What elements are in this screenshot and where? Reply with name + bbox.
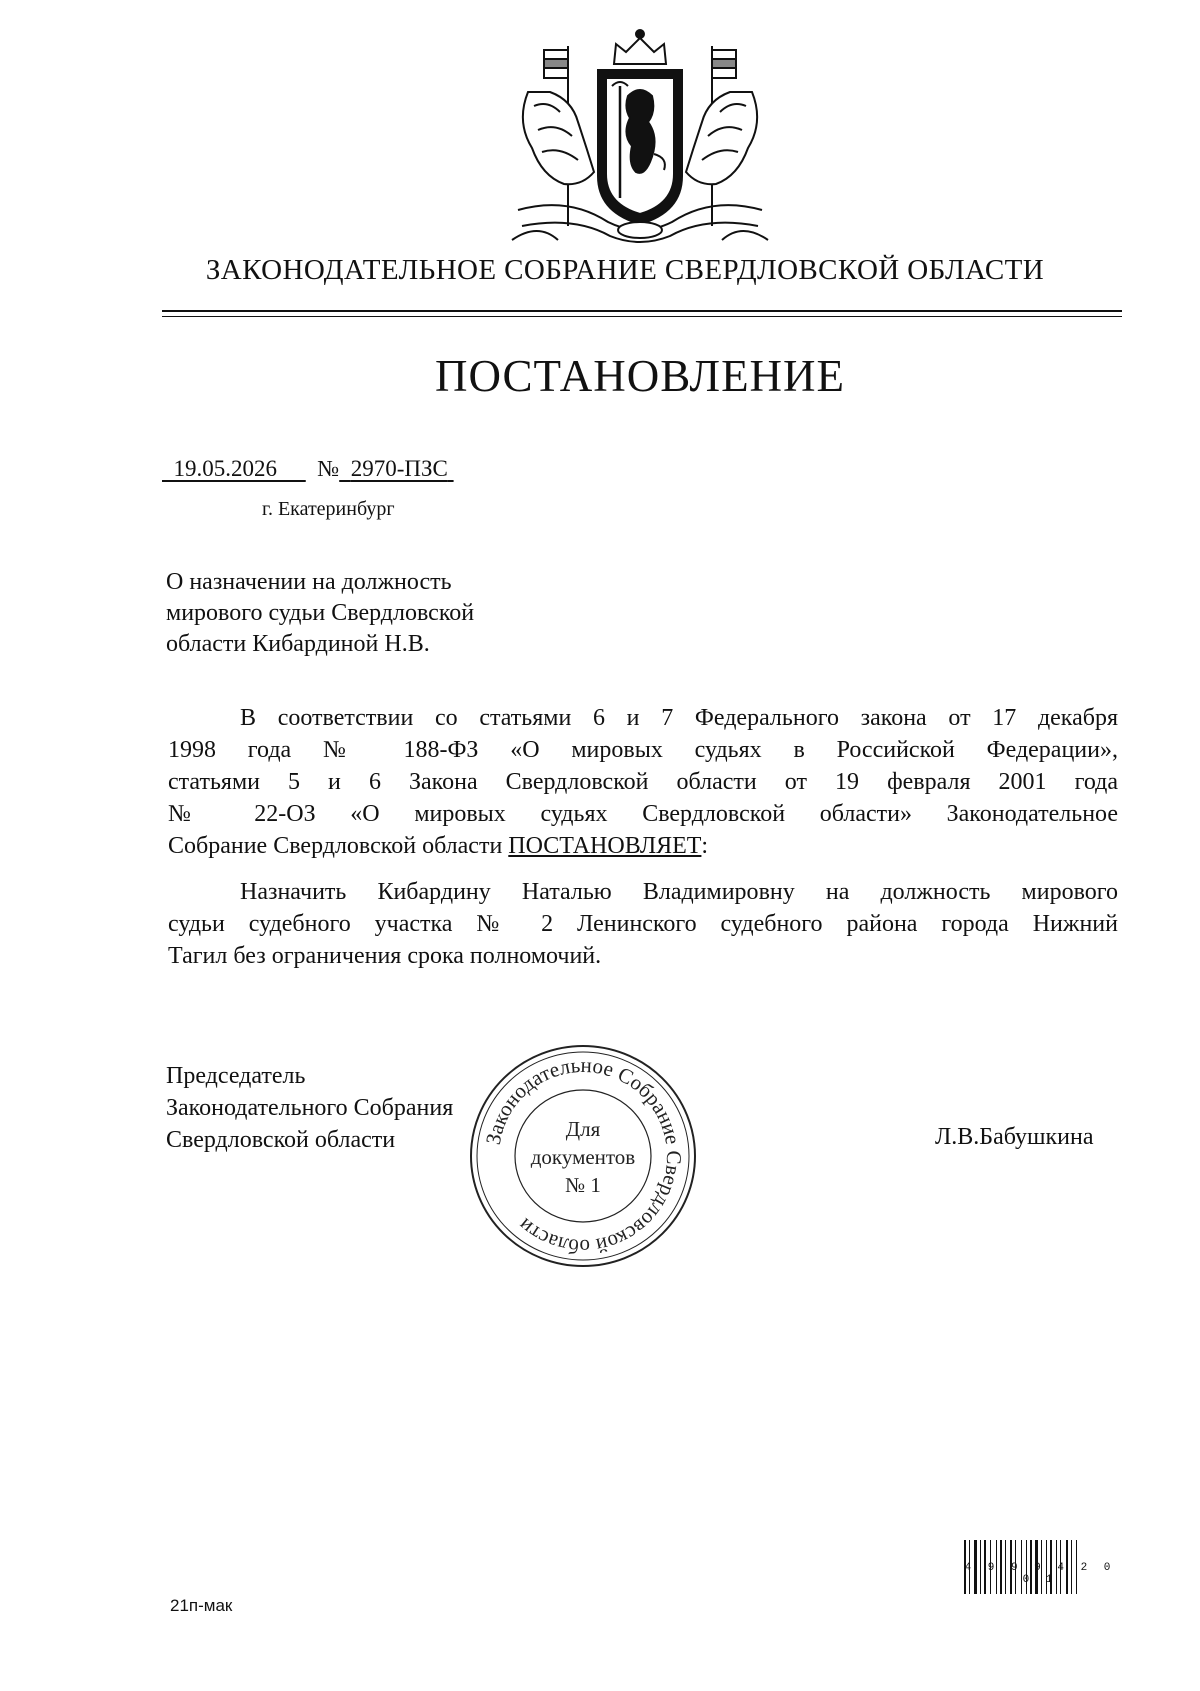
paragraph-line: В соответствии со статьями 6 и 7 Федерального закона от 17 декабря bbox=[240, 705, 1118, 731]
resolves-keyword: ПОСТАНОВЛЯЕТ bbox=[508, 833, 702, 859]
seal-center-line: документов bbox=[530, 1145, 636, 1169]
header-rule-thick bbox=[162, 310, 1122, 312]
paragraph-line: судьи судебного участка № 2 Ленинского судебного района города Нижний bbox=[168, 911, 1118, 937]
official-seal-icon bbox=[465, 1040, 701, 1272]
registration-date-field bbox=[162, 456, 306, 481]
registration-date: 19.05.2026 bbox=[173, 456, 277, 481]
number-sign: № bbox=[317, 456, 340, 481]
subject-line: области Кибардиной Н.В. bbox=[166, 631, 430, 657]
body-paragraph-basis bbox=[168, 702, 1118, 862]
seal-ring-text: Законодательное Собрание Свердловской области bbox=[480, 1052, 687, 1260]
document-type-title: ПОСТАНОВЛЕНИЕ bbox=[434, 351, 846, 401]
paragraph-line: Назначить Кибардину Наталью Владимировну на должность мирового bbox=[240, 879, 1118, 905]
registration-number: 2970-ПЗС bbox=[350, 456, 448, 481]
body-paragraph-decision bbox=[168, 876, 1118, 972]
organization-name: ЗАКОНОДАТЕЛЬНОЕ СОБРАНИЕ СВЕРДЛОВСКОЙ ОБЛАСТИ bbox=[205, 254, 1045, 286]
paragraph-line: Тагил без ограничения срока полномочий. bbox=[168, 943, 602, 969]
paragraph-text: Собрание Свердловской области bbox=[168, 833, 509, 859]
seal-center-line: Для bbox=[565, 1117, 601, 1141]
paragraph-line: № 22-ОЗ «О мировых судьях Свердловской области» Законодательное bbox=[168, 801, 1118, 827]
form-code: 21п-мак bbox=[170, 1596, 233, 1615]
signatory-position bbox=[166, 1060, 453, 1156]
seal-center-line: № 1 bbox=[565, 1173, 601, 1197]
paragraph-punctuation: : bbox=[701, 833, 709, 859]
registration-number-field bbox=[339, 456, 453, 481]
document-subject bbox=[166, 567, 474, 660]
subject-line: О назначении на должность bbox=[166, 569, 452, 595]
coat-of-arms-icon bbox=[498, 26, 782, 250]
registration-line bbox=[162, 456, 454, 482]
paragraph-line bbox=[168, 830, 1118, 862]
position-line: Председатель bbox=[166, 1063, 306, 1089]
paragraph-line: 1998 года № 188-ФЗ «О мировых судьях в Российской Федерации», bbox=[168, 737, 1118, 763]
position-line: Законодательного Собрания bbox=[166, 1095, 454, 1121]
subject-line: мирового судьи Свердловской bbox=[166, 600, 475, 626]
position-line: Свердловской области bbox=[166, 1127, 396, 1153]
paragraph-line: статьями 5 и 6 Закона Свердловской области от 19 февраля 2001 года bbox=[168, 769, 1118, 795]
barcode-number: 4 9 9 9 4 2 0 0 1 bbox=[964, 1562, 1116, 1586]
header-rule-thin bbox=[162, 316, 1122, 317]
city: г. Екатеринбург bbox=[262, 498, 395, 520]
signatory-name: Л.В.Бабушкина bbox=[935, 1124, 1094, 1150]
